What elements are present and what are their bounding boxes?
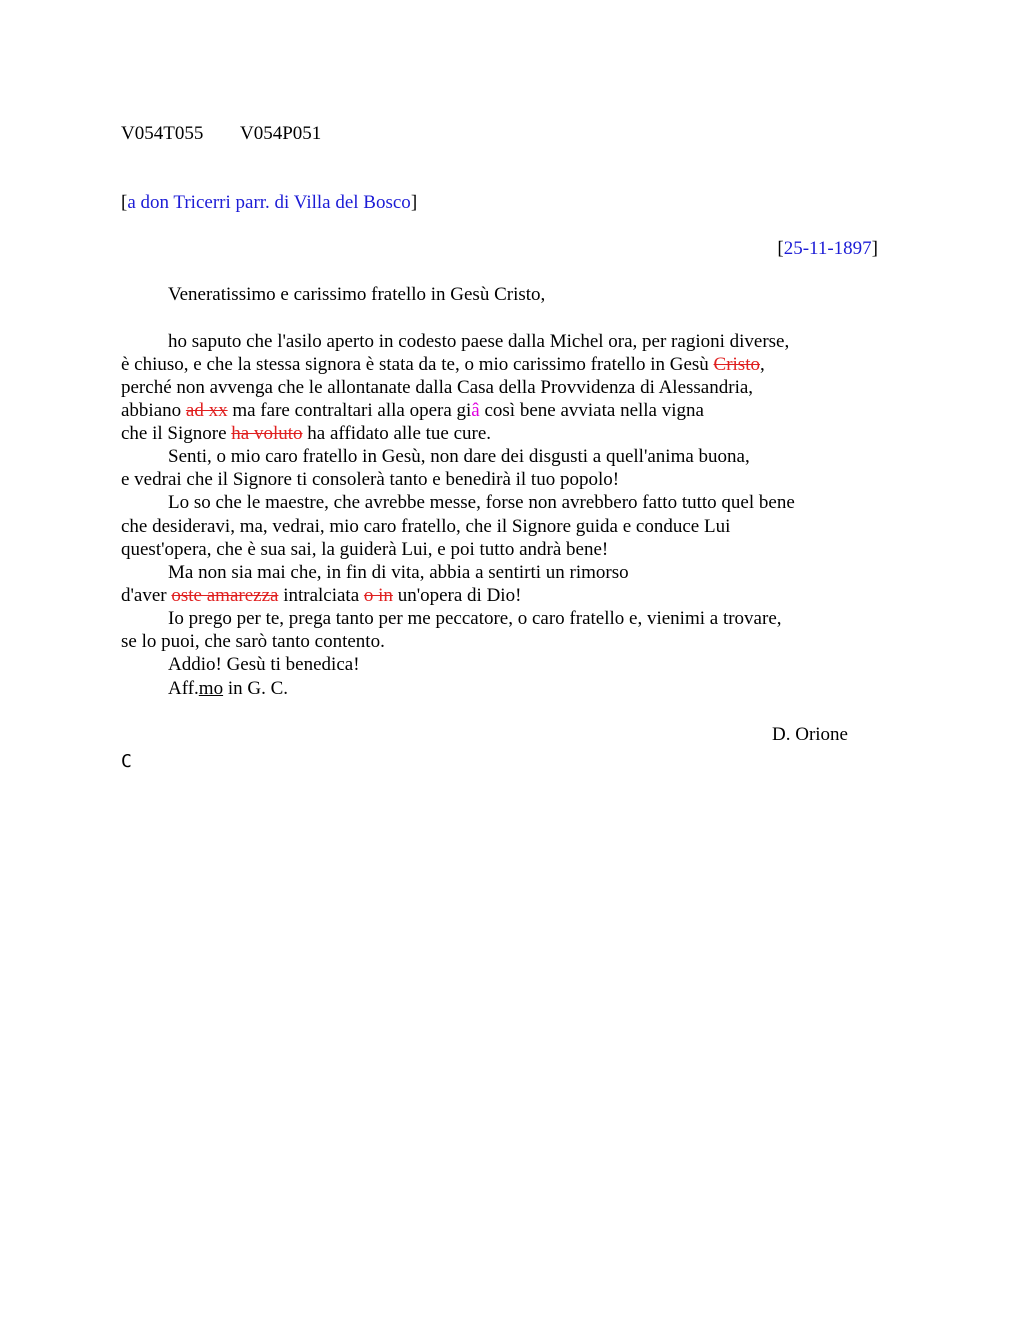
date-text: 25-11-1897 [783,238,872,259]
document-code-1: V054T055 [121,123,204,144]
salutation: Veneratissimo e carissimo fratello in Gesù Cristo, [168,284,546,305]
body-line [121,422,491,445]
deleted-text: oste amarezza [171,585,279,606]
body-line: Addio! Gesù ti benedica! [168,654,360,675]
body-line: ho saputo che l'asilo aperto in codesto paese dalla Michel ora, per ragioni diverse, [168,331,790,352]
text-run: un'opera di Dio! [392,585,522,606]
date-line [777,237,878,260]
text-run: ha affidato alle tue cure. [302,423,492,444]
footer-mark: C [121,751,132,772]
body-line: che desideravi, ma, vedrai, mio caro fratello, che il Signore guida e conduce Lui [121,516,731,537]
deleted-text: ad xx [185,400,228,421]
body-line: perché non avvenga che le allontanate dalla Casa della Provvidenza di Alessandria, [121,377,754,398]
text-run: che il Signore [121,423,232,444]
body-line [121,399,704,422]
text-run: in G. C. [223,678,289,699]
body-line: quest'opera, che è sua sai, la guiderà Lui, e poi tutto andrà bene! [121,539,609,560]
body-line: Lo so che le maestre, che avrebbe messe, forse non avrebbero fatto tutto quel bene [168,492,795,513]
deleted-text: ha voluto [231,423,303,444]
bracket-open: [ [777,238,784,259]
text-run: ma fare contraltari alla opera gi [227,400,472,421]
highlighted-char: â [471,400,480,421]
bracket-open: [ [121,192,128,213]
closing-line [168,677,288,700]
recipient-text: a don Tricerri parr. di Villa del Bosco [127,192,411,213]
text-run: d'aver [121,585,172,606]
body-line: Senti, o mio caro fratello in Gesù, non dare dei disgusti a quell'anima buona, [168,446,750,467]
text-run: così bene avviata nella vigna [479,400,704,421]
text-run: intralciata [278,585,364,606]
recipient-line [121,191,417,214]
body-line: se lo puoi, che sarò tanto contento. [121,631,385,652]
document-code-2: V054P051 [240,123,322,144]
text-run: Aff. [168,678,199,699]
body-line: Io prego per te, prega tanto per me peccatore, o caro fratello e, vienimi a trovare, [168,608,782,629]
text-run: è chiuso, e che la stessa signora è stata da te, o mio carissimo fratello in Gesù [121,354,714,375]
signature: D. Orione [772,724,848,745]
deleted-text: Cristo [713,354,760,375]
body-line [121,584,521,607]
deleted-text: o in [363,585,393,606]
text-run: abbiano [121,400,186,421]
body-line: e vedrai che il Signore ti consolerà tanto e benedirà il tuo popolo! [121,469,620,490]
text-run: , [759,354,765,375]
bracket-close: ] [410,192,418,213]
body-line: Ma non sia mai che, in fin di vita, abbia a sentirti un rimorso [168,562,629,583]
underlined-text: mo [198,678,224,699]
body-line [121,353,765,376]
bracket-close: ] [871,238,878,259]
